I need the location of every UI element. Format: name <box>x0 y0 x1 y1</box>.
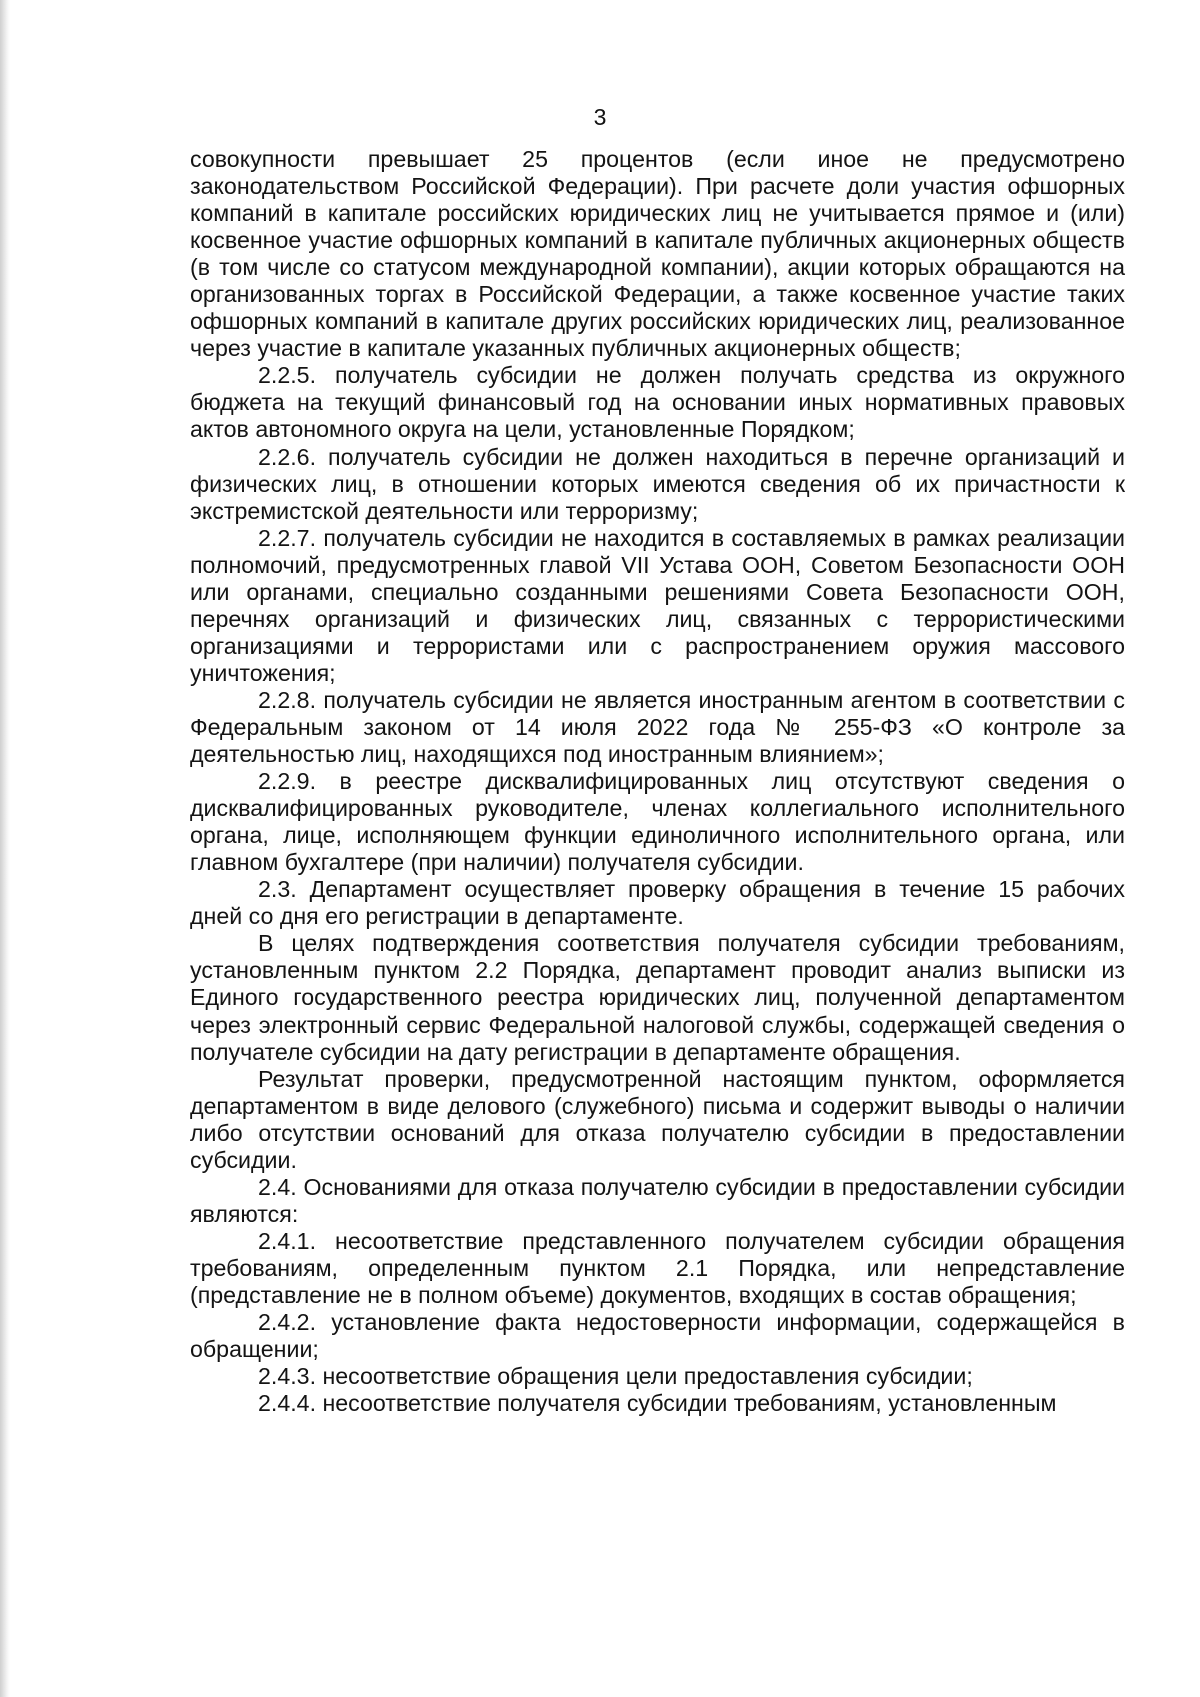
paragraph-2-4-1: 2.4.1. несоответствие представленного получателем субсидии обращения требованиям, определенным пунктом 2.1 Порядка, или непредставление (представление не в полном объеме) документов, входящих в состав обращения; <box>190 1227 1125 1308</box>
paragraph-2-4-3: 2.4.3. несоответствие обращения цели предоставления субсидии; <box>258 1363 973 1390</box>
paragraph-2-2-6: 2.2.6. получатель субсидии не должен находиться в перечне организаций и физических лиц, в отношении которых имеются сведения об их причастности к экстремистской деятельности или терроризму; <box>190 443 1125 524</box>
paragraph-2-2-5: 2.2.5. получатель субсидии не должен получать средства из окружного бюджета на текущий финансовый год на основании иных нормативных правовых актов автономного округа на цели, установленные Порядком; <box>190 362 1125 443</box>
paragraph-2-2-8: 2.2.8. получатель субсидии не является иностранным агентом в соответствии с Федеральным законом от 14 июля 2022 года № 255-ФЗ «О контроле за деятельностью лиц, находящихся под иностранным влиянием»; <box>190 686 1125 768</box>
paragraph-2-3-result: Результат проверки, предусмотренной настоящим пунктом, оформляется департаментом в виде делового (служебного) письма и содержит выводы о наличии либо отсутствии оснований для отказа получателю субсидии в предоставлении субсидии. <box>190 1065 1125 1173</box>
document-body <box>190 146 1125 1417</box>
paragraph-2-2-7: 2.2.7. получатель субсидии не находится в составляемых в рамках реализации полномочий, предусмотренных главой VII Устава ООН, Советом Безопасности ООН или органами, специально созданными решениями Совета Безопасности ООН, перечнях организаций и физических лиц, связанных с террористическими организациями и террористами или с распространением оружия массового уничтожения; <box>190 524 1125 686</box>
paragraph-2-3-analysis: В целях подтверждения соответствия получателя субсидии требованиям, установленным пунктом 2.2 Порядка, департамент проводит анализ выписки из Единого государственного реестра юридических лиц, полученной департаментом через электронный сервис Федеральной налоговой службы, содержащей сведения о получателе субсидии на дату регистрации в департаменте обращения. <box>190 930 1125 1065</box>
paragraph-2-4-4: 2.4.4. несоответствие получателя субсидии требованиям, установленным <box>258 1390 1057 1417</box>
paragraph-continuation: совокупности превышает 25 процентов (если иное не предусмотрено законодательством Российской Федерации). При расчете доли участия офшорных компаний в капитале российских юридических лиц не учитывается прямое и (или) косвенное участие офшорных компаний в капитале публичных акционерных обществ (в том числе со статусом международной компании), акции которых обращаются на организованных торгах в Российской Федерации, а также косвенное участие таких офшорных компаний в капитале других российских юридических лиц, реализованное через участие в капитале указанных публичных акционерных обществ; <box>190 146 1125 362</box>
scan-edge-shadow <box>0 0 10 1697</box>
paragraph-2-3: 2.3. Департамент осуществляет проверку обращения в течение 15 рабочих дней со дня его регистрации в департаменте. <box>190 876 1125 930</box>
paragraph-2-4-2: 2.4.2. установление факта недостоверности информации, содержащейся в обращении; <box>190 1309 1125 1363</box>
page-number: 3 <box>593 104 607 130</box>
paragraph-2-2-9: 2.2.9. в реестре дисквалифицированных лиц отсутствуют сведения о дисквалифицированных руководителе, членах коллегиального исполнительного органа, лице, исполняющем функции единоличного исполнительного органа, или главном бухгалтере (при наличии) получателя субсидии. <box>190 768 1125 876</box>
paragraph-2-4: 2.4. Основаниями для отказа получателю субсидии в предоставлении субсидии являются: <box>190 1173 1125 1227</box>
